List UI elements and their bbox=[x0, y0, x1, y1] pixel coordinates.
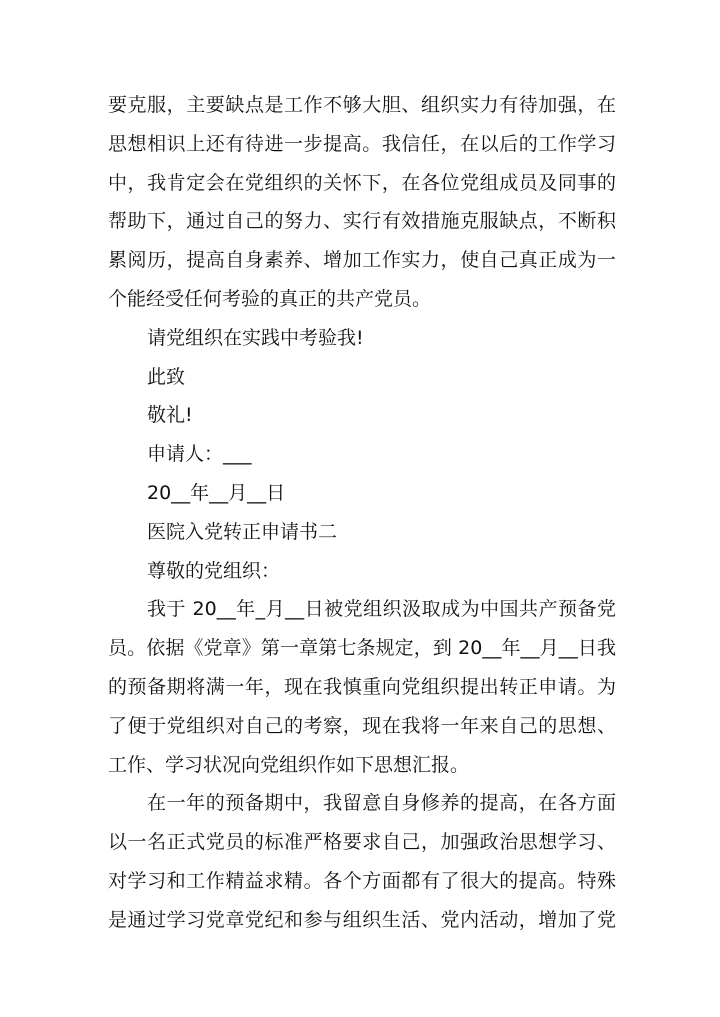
text-line: 思想相识上还有待进一步提高。我信任，在以后的工作学习 bbox=[108, 132, 616, 155]
text-line: 累阅历，提高自身素养、增加工作实力，使自己真正成为一 bbox=[108, 249, 616, 272]
paragraph-intro bbox=[108, 590, 616, 784]
text-line: 帮助下，通过自己的努力、实行有效措施克服缺点，不断积 bbox=[108, 210, 616, 233]
paragraph-probation bbox=[108, 784, 616, 939]
text-line: 了便于党组织对自己的考察，现在我将一年来自己的思想、 bbox=[108, 714, 616, 737]
greeting: 尊敬的党组织： bbox=[147, 559, 281, 582]
text-line: 的预备期将满一年，现在我慎重向党组织提出转正申请。为 bbox=[108, 675, 616, 698]
text-line: 在一年的预备期中，我留意自身修养的提高，在各方面 bbox=[147, 792, 616, 815]
text-line: 是通过学习党章党纪和参与组织生活、党内活动，增加了党 bbox=[108, 908, 616, 931]
closing-request: 请党组织在实践中考验我! bbox=[147, 326, 364, 349]
document-body bbox=[108, 86, 616, 940]
text-line: 我于 20__年_月__日被党组织汲取成为中国共产预备党 bbox=[147, 598, 616, 621]
applicant-signature-line: 申请人：___ bbox=[147, 443, 252, 466]
paragraph-continuation bbox=[108, 86, 616, 319]
section-title: 医院入党转正申请书二 bbox=[147, 520, 338, 543]
text-line: 以一名正式党员的标准严格要求自己，加强政治思想学习、 bbox=[108, 831, 616, 854]
text-line: 个能经受任何考验的真正的共产党员。 bbox=[108, 287, 432, 310]
text-line: 对学习和工作精益求精。各个方面都有了很大的提高。特殊 bbox=[108, 869, 616, 892]
salutation-cizhi: 此致 bbox=[147, 365, 186, 388]
text-line: 工作、学习状况向党组织作如下思想汇报。 bbox=[108, 753, 470, 776]
text-line: 员。依据《党章》第一章第七条规定，到 20__年__月__日我 bbox=[108, 637, 616, 660]
date-line: 20__年__月__日 bbox=[147, 481, 286, 504]
text-line: 中，我肯定会在党组织的关怀下，在各位党组成员及同事的 bbox=[108, 171, 616, 194]
salutation-jingli: 敬礼! bbox=[147, 404, 193, 427]
text-line: 要克服，主要缺点是工作不够大胆、组织实力有待加强，在 bbox=[108, 94, 616, 116]
